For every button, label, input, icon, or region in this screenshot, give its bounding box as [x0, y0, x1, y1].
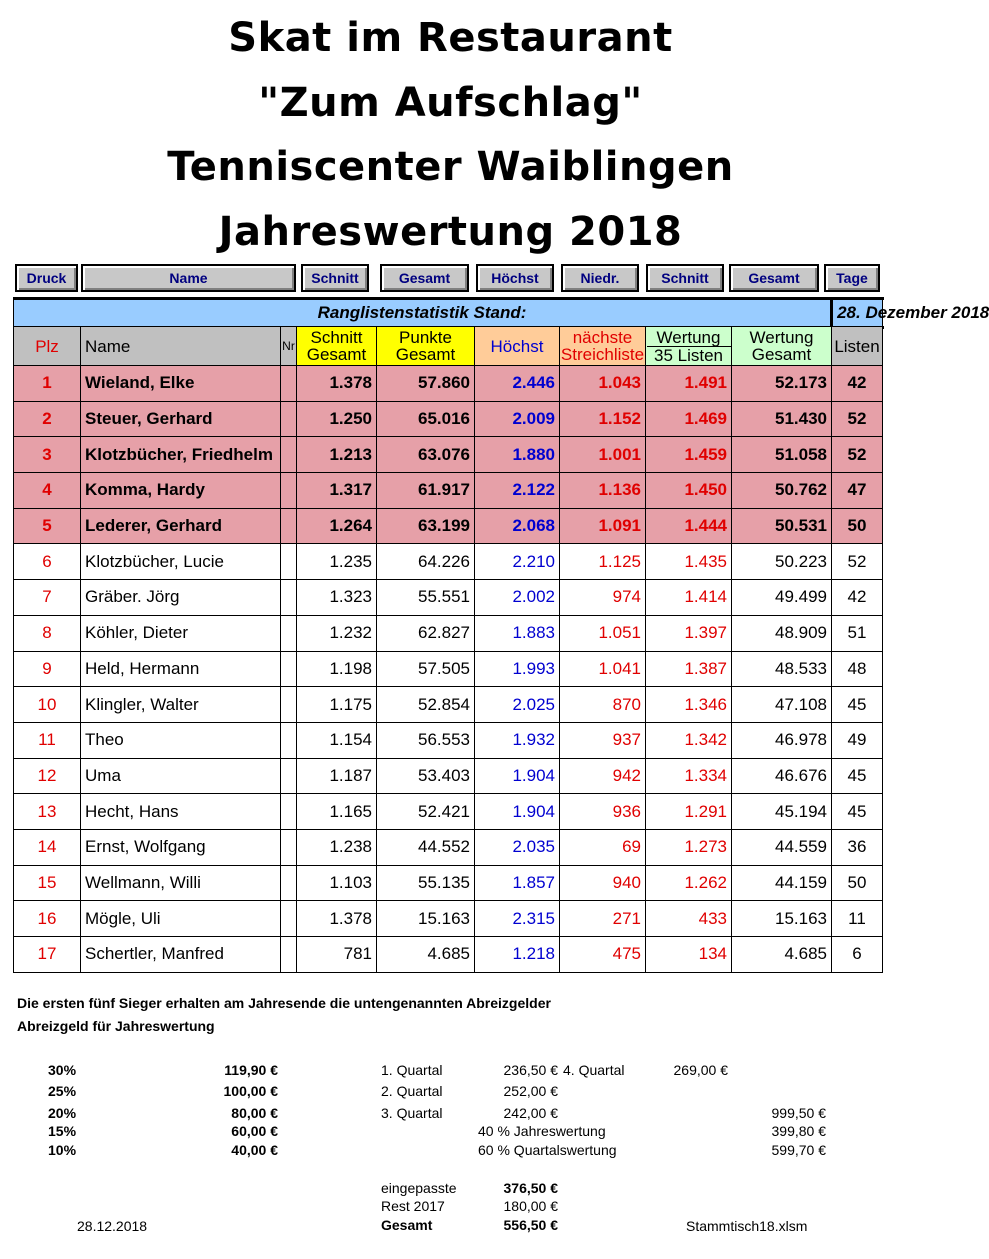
- q2-label: 2. Quartal: [381, 1083, 443, 1099]
- col-wertung-gesamt: Wertung Gesamt: [732, 327, 832, 366]
- table-row: [14, 901, 883, 937]
- cell-schnitt: 1.165: [297, 794, 377, 830]
- cell-name: Klotzbücher, Lucie: [81, 544, 281, 580]
- cell-name: Theo: [81, 722, 281, 758]
- cell-listen: 50: [832, 508, 883, 544]
- cell-plz: 16: [14, 901, 81, 937]
- cell-wertung35: 1.262: [646, 865, 732, 901]
- prize-pct-1: 30%: [48, 1062, 77, 1078]
- ranking-table-body: [13, 326, 883, 973]
- cell-schnitt: 1.187: [297, 758, 377, 794]
- cell-nr: [281, 366, 297, 402]
- cell-nr: [281, 473, 297, 509]
- cell-plz: 7: [14, 580, 81, 616]
- cell-wertung-gesamt: 48.909: [732, 615, 832, 651]
- cell-schnitt: 1.323: [297, 580, 377, 616]
- quartalswertung-label: 60 % Quartalswertung: [478, 1142, 617, 1158]
- cell-punkte: 52.854: [377, 687, 475, 723]
- gesamt-label: Gesamt: [381, 1217, 433, 1233]
- cell-streichliste: 940: [560, 865, 646, 901]
- eingepasste-value: 376,50 €: [503, 1180, 558, 1196]
- cell-schnitt: 1.103: [297, 865, 377, 901]
- cell-wertung-gesamt: 15.163: [732, 901, 832, 937]
- col-hoechst: Höchst: [475, 327, 560, 366]
- q1-value: 236,50 €: [503, 1062, 558, 1078]
- cell-plz: 13: [14, 794, 81, 830]
- cell-hoechst: 2.009: [475, 401, 560, 437]
- cell-name: Komma, Hardy: [81, 473, 281, 509]
- footer-filename: Stammtisch18.xlsm: [686, 1218, 808, 1234]
- title-line-1: Skat im Restaurant: [228, 15, 673, 61]
- cell-plz: 17: [14, 937, 81, 973]
- cell-nr: [281, 901, 297, 937]
- cell-wertung-gesamt: 44.159: [732, 865, 832, 901]
- cell-name: Steuer, Gerhard: [81, 401, 281, 437]
- footer-note-1: Die ersten fünf Sieger erhalten am Jahresende die untengenannten Abreizgelder: [17, 995, 551, 1011]
- cell-listen: 52: [832, 437, 883, 473]
- cell-wertung35: 1.273: [646, 829, 732, 865]
- table-row: [14, 937, 883, 973]
- stand-date: 28. Dezember 2018: [832, 299, 883, 328]
- cell-schnitt: 1.175: [297, 687, 377, 723]
- prize-pct-3: 20%: [48, 1105, 77, 1121]
- col-schnitt: Schnitt Gesamt: [297, 327, 377, 366]
- cell-wertung-gesamt: 52.173: [732, 366, 832, 402]
- cell-name: Uma: [81, 758, 281, 794]
- cell-schnitt: 1.238: [297, 829, 377, 865]
- cell-plz: 14: [14, 829, 81, 865]
- cell-plz: 4: [14, 473, 81, 509]
- cell-plz: 2: [14, 401, 81, 437]
- table-row: [14, 366, 883, 402]
- cell-plz: 15: [14, 865, 81, 901]
- cell-wertung35: 1.491: [646, 366, 732, 402]
- cell-streichliste: 1.041: [560, 651, 646, 687]
- cell-streichliste: 974: [560, 580, 646, 616]
- table-row: [14, 437, 883, 473]
- cell-plz: 9: [14, 651, 81, 687]
- cell-listen: 52: [832, 544, 883, 580]
- prize-amount-2: 100,00 €: [223, 1083, 278, 1099]
- cell-nr: [281, 865, 297, 901]
- quarter-total: 999,50 €: [771, 1105, 826, 1121]
- ranking-table: [13, 297, 989, 329]
- cell-wertung35: 1.397: [646, 615, 732, 651]
- cell-nr: [281, 615, 297, 651]
- cell-hoechst: 1.857: [475, 865, 560, 901]
- cell-hoechst: 2.002: [475, 580, 560, 616]
- cell-hoechst: 1.993: [475, 651, 560, 687]
- cell-plz: 3: [14, 437, 81, 473]
- cell-listen: 45: [832, 794, 883, 830]
- cell-listen: 45: [832, 687, 883, 723]
- cell-schnitt: 1.250: [297, 401, 377, 437]
- cell-punkte: 61.917: [377, 473, 475, 509]
- cell-listen: 47: [832, 473, 883, 509]
- cell-nr: [281, 722, 297, 758]
- jahreswertung-label: 40 % Jahreswertung: [478, 1123, 606, 1139]
- cell-wertung35: 1.342: [646, 722, 732, 758]
- cell-hoechst: 1.218: [475, 937, 560, 973]
- sort-gesamt-button[interactable]: Gesamt: [380, 264, 469, 292]
- stand-label: Ranglistenstatistik Stand:: [14, 299, 832, 328]
- cell-listen: 51: [832, 615, 883, 651]
- druck-button[interactable]: Druck: [15, 264, 78, 292]
- cell-listen: 42: [832, 366, 883, 402]
- sort-tage-button[interactable]: Tage: [824, 264, 880, 292]
- jahreswertung-value: 399,80 €: [771, 1123, 826, 1139]
- col-name: Name: [81, 327, 281, 366]
- q3-value: 242,00 €: [503, 1105, 558, 1121]
- cell-listen: 50: [832, 865, 883, 901]
- cell-punkte: 44.552: [377, 829, 475, 865]
- cell-schnitt: 1.198: [297, 651, 377, 687]
- cell-punkte: 63.199: [377, 508, 475, 544]
- cell-streichliste: 1.125: [560, 544, 646, 580]
- cell-streichliste: 1.152: [560, 401, 646, 437]
- cell-plz: 12: [14, 758, 81, 794]
- cell-wertung35: 1.291: [646, 794, 732, 830]
- cell-wertung-gesamt: 4.685: [732, 937, 832, 973]
- cell-schnitt: 1.378: [297, 901, 377, 937]
- cell-plz: 10: [14, 687, 81, 723]
- cell-nr: [281, 401, 297, 437]
- cell-name: Hecht, Hans: [81, 794, 281, 830]
- cell-streichliste: 1.051: [560, 615, 646, 651]
- sort-name-button[interactable]: Name: [81, 264, 296, 292]
- cell-listen: 45: [832, 758, 883, 794]
- cell-plz: 8: [14, 615, 81, 651]
- cell-wertung35: 1.334: [646, 758, 732, 794]
- cell-wertung35: 1.387: [646, 651, 732, 687]
- cell-wertung-gesamt: 49.499: [732, 580, 832, 616]
- sort-schnitt-button[interactable]: Schnitt: [301, 264, 369, 292]
- table-row: [14, 687, 883, 723]
- title-line-2: "Zum Aufschlag": [258, 80, 643, 126]
- q1-label: 1. Quartal: [381, 1062, 443, 1078]
- sort-wertung-gesamt-button[interactable]: Gesamt: [729, 264, 819, 292]
- rest-value: 180,00 €: [503, 1198, 558, 1214]
- cell-punkte: 15.163: [377, 901, 475, 937]
- table-row: [14, 401, 883, 437]
- cell-nr: [281, 544, 297, 580]
- cell-wertung35: 1.444: [646, 508, 732, 544]
- cell-name: Mögle, Uli: [81, 901, 281, 937]
- cell-wertung-gesamt: 51.430: [732, 401, 832, 437]
- cell-wertung-gesamt: 50.531: [732, 508, 832, 544]
- cell-nr: [281, 794, 297, 830]
- cell-nr: [281, 508, 297, 544]
- cell-nr: [281, 758, 297, 794]
- cell-schnitt: 1.154: [297, 722, 377, 758]
- column-header-row: [14, 327, 883, 366]
- table-row: [14, 473, 883, 509]
- cell-hoechst: 2.315: [475, 901, 560, 937]
- cell-listen: 36: [832, 829, 883, 865]
- q4-label: 4. Quartal: [563, 1062, 625, 1078]
- cell-schnitt: 1.264: [297, 508, 377, 544]
- quartalswertung-value: 599,70 €: [771, 1142, 826, 1158]
- cell-nr: [281, 937, 297, 973]
- cell-schnitt: 781: [297, 937, 377, 973]
- cell-plz: 5: [14, 508, 81, 544]
- cell-listen: 48: [832, 651, 883, 687]
- cell-plz: 6: [14, 544, 81, 580]
- cell-nr: [281, 687, 297, 723]
- cell-wertung35: 1.469: [646, 401, 732, 437]
- cell-streichliste: 937: [560, 722, 646, 758]
- table-row: [14, 651, 883, 687]
- cell-name: Klingler, Walter: [81, 687, 281, 723]
- footer-date: 28.12.2018: [77, 1218, 148, 1234]
- cell-wertung-gesamt: 44.559: [732, 829, 832, 865]
- q3-label: 3. Quartal: [381, 1105, 443, 1121]
- table-row: [14, 829, 883, 865]
- cell-listen: 42: [832, 580, 883, 616]
- sort-hoechst-button[interactable]: Höchst: [476, 264, 554, 292]
- cell-punkte: 64.226: [377, 544, 475, 580]
- cell-wertung-gesamt: 46.676: [732, 758, 832, 794]
- rest-label: Rest 2017: [381, 1198, 445, 1214]
- gesamt-value: 556,50 €: [503, 1217, 558, 1233]
- q4-value: 269,00 €: [673, 1062, 728, 1078]
- cell-streichliste: 69: [560, 829, 646, 865]
- col-wertung35: Wertung 35 Listen: [646, 327, 732, 366]
- cell-wertung-gesamt: 47.108: [732, 687, 832, 723]
- cell-punkte: 62.827: [377, 615, 475, 651]
- table-row: [14, 865, 883, 901]
- table-row: [14, 758, 883, 794]
- table-row: [14, 722, 883, 758]
- cell-name: Held, Hermann: [81, 651, 281, 687]
- cell-wertung35: 1.459: [646, 437, 732, 473]
- q2-value: 252,00 €: [503, 1083, 558, 1099]
- cell-hoechst: 2.068: [475, 508, 560, 544]
- cell-streichliste: 271: [560, 901, 646, 937]
- cell-punkte: 4.685: [377, 937, 475, 973]
- col-nr: Nr: [281, 327, 297, 366]
- prize-amount-4: 60,00 €: [231, 1123, 278, 1139]
- prize-pct-5: 10%: [48, 1142, 77, 1158]
- cell-punkte: 57.505: [377, 651, 475, 687]
- cell-streichliste: 1.091: [560, 508, 646, 544]
- footer-note-2: Abreizgeld für Jahreswertung: [17, 1018, 215, 1034]
- sort-wertung-schnitt-button[interactable]: Schnitt: [646, 264, 724, 292]
- cell-streichliste: 942: [560, 758, 646, 794]
- cell-name: Köhler, Dieter: [81, 615, 281, 651]
- table-row: [14, 794, 883, 830]
- cell-wertung35: 1.435: [646, 544, 732, 580]
- cell-hoechst: 1.904: [475, 758, 560, 794]
- cell-punkte: 55.135: [377, 865, 475, 901]
- prize-amount-1: 119,90 €: [224, 1062, 278, 1078]
- prize-pct-2: 25%: [48, 1083, 77, 1099]
- cell-punkte: 52.421: [377, 794, 475, 830]
- cell-schnitt: 1.317: [297, 473, 377, 509]
- cell-wertung35: 1.450: [646, 473, 732, 509]
- cell-streichliste: 936: [560, 794, 646, 830]
- cell-punkte: 53.403: [377, 758, 475, 794]
- cell-wertung-gesamt: 46.978: [732, 722, 832, 758]
- col-listen: Listen: [832, 327, 883, 366]
- cell-wertung-gesamt: 50.223: [732, 544, 832, 580]
- cell-name: Wieland, Elke: [81, 366, 281, 402]
- cell-nr: [281, 651, 297, 687]
- cell-hoechst: 1.880: [475, 437, 560, 473]
- cell-wertung-gesamt: 51.058: [732, 437, 832, 473]
- cell-schnitt: 1.232: [297, 615, 377, 651]
- cell-name: Gräber. Jörg: [81, 580, 281, 616]
- cell-hoechst: 2.210: [475, 544, 560, 580]
- prize-amount-5: 40,00 €: [231, 1142, 278, 1158]
- cell-punkte: 56.553: [377, 722, 475, 758]
- cell-punkte: 55.551: [377, 580, 475, 616]
- cell-name: Ernst, Wolfgang: [81, 829, 281, 865]
- col-streichliste: nächste Streichliste: [560, 328, 645, 364]
- cell-wertung-gesamt: 50.762: [732, 473, 832, 509]
- title-line-4: Jahreswertung 2018: [218, 209, 683, 255]
- cell-schnitt: 1.213: [297, 437, 377, 473]
- cell-listen: 49: [832, 722, 883, 758]
- cell-nr: [281, 437, 297, 473]
- cell-streichliste: 1.136: [560, 473, 646, 509]
- prize-amount-3: 80,00 €: [231, 1105, 278, 1121]
- cell-schnitt: 1.378: [297, 366, 377, 402]
- cell-wertung-gesamt: 48.533: [732, 651, 832, 687]
- cell-hoechst: 2.025: [475, 687, 560, 723]
- cell-nr: [281, 580, 297, 616]
- cell-listen: 52: [832, 401, 883, 437]
- cell-wertung35: 1.346: [646, 687, 732, 723]
- cell-streichliste: 1.043: [560, 366, 646, 402]
- cell-punkte: 65.016: [377, 401, 475, 437]
- table-row: [14, 615, 883, 651]
- eingepasste-label: eingepasste: [381, 1180, 457, 1196]
- cell-hoechst: 1.904: [475, 794, 560, 830]
- col-punkte: Punkte Gesamt: [377, 327, 475, 366]
- cell-nr: [281, 829, 297, 865]
- col-plz: Plz: [14, 327, 81, 366]
- cell-plz: 11: [14, 722, 81, 758]
- cell-listen: 11: [832, 901, 883, 937]
- cell-listen: 6: [832, 937, 883, 973]
- cell-schnitt: 1.235: [297, 544, 377, 580]
- cell-streichliste: 870: [560, 687, 646, 723]
- table-row: [14, 508, 883, 544]
- cell-hoechst: 1.883: [475, 615, 560, 651]
- cell-wertung-gesamt: 45.194: [732, 794, 832, 830]
- cell-wertung35: 1.414: [646, 580, 732, 616]
- cell-name: Lederer, Gerhard: [81, 508, 281, 544]
- cell-hoechst: 1.932: [475, 722, 560, 758]
- cell-streichliste: 1.001: [560, 437, 646, 473]
- sort-niedr-button[interactable]: Niedr.: [561, 264, 639, 292]
- title-line-3: Tenniscenter Waiblingen: [167, 144, 734, 190]
- cell-plz: 1: [14, 366, 81, 402]
- cell-hoechst: 2.035: [475, 829, 560, 865]
- cell-wertung35: 134: [646, 937, 732, 973]
- cell-name: Schertler, Manfred: [81, 937, 281, 973]
- stand-row: [14, 299, 883, 328]
- table-row: [14, 580, 883, 616]
- cell-punkte: 63.076: [377, 437, 475, 473]
- cell-hoechst: 2.446: [475, 366, 560, 402]
- cell-streichliste: 475: [560, 937, 646, 973]
- cell-hoechst: 2.122: [475, 473, 560, 509]
- cell-wertung35: 433: [646, 901, 732, 937]
- cell-name: Klotzbücher, Friedhelm: [81, 437, 281, 473]
- cell-name: Wellmann, Willi: [81, 865, 281, 901]
- prize-pct-4: 15%: [48, 1123, 77, 1139]
- cell-punkte: 57.860: [377, 366, 475, 402]
- table-row: [14, 544, 883, 580]
